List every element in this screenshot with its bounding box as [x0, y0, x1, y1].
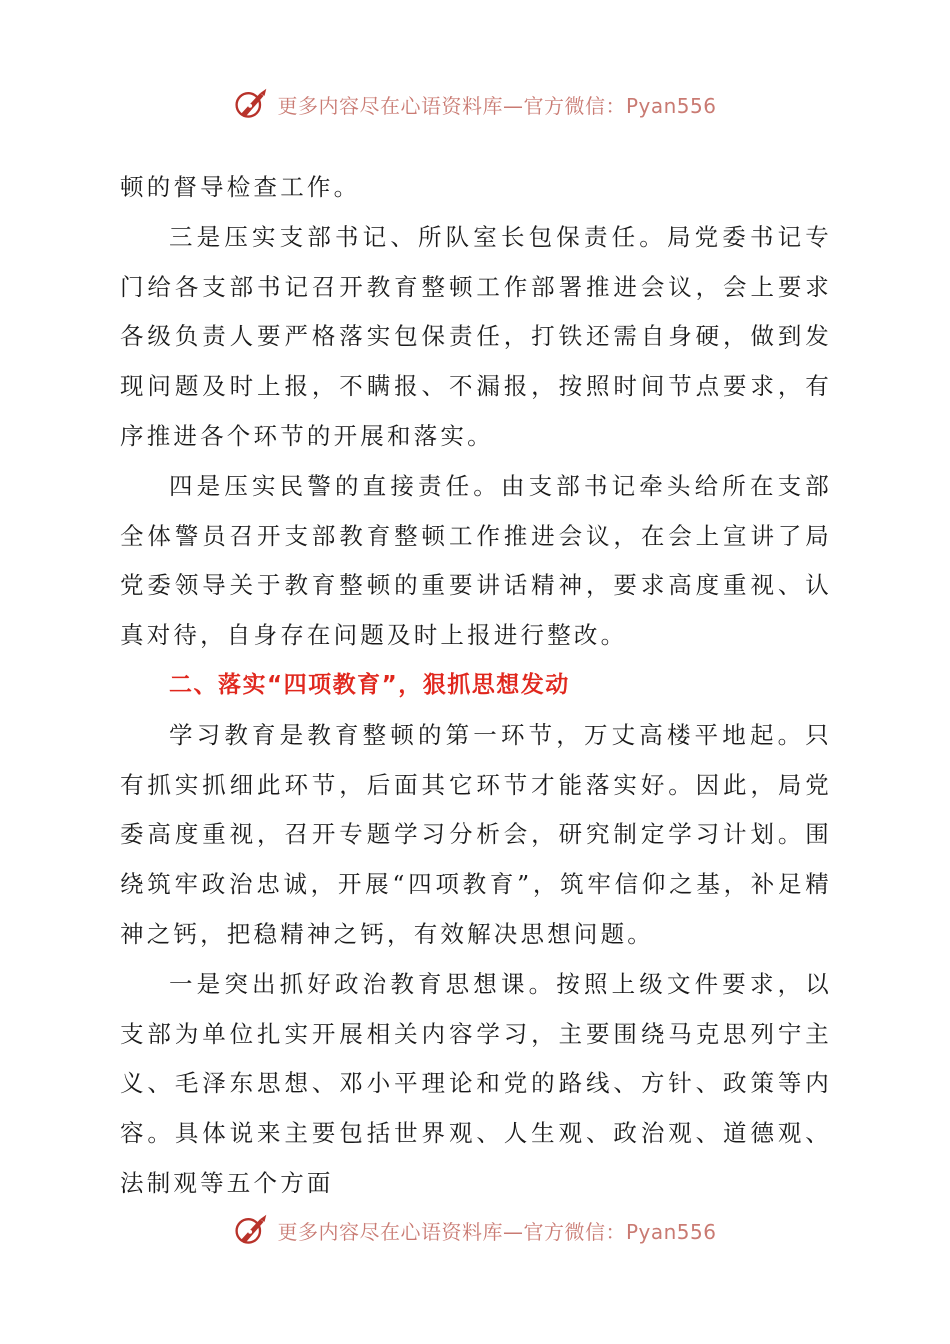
paragraph-political-education: 一是突出抓好政治教育思想课。按照上级文件要求，以支部为单位扎实开展相关内容学习，主要围绕马克思列宁主义、毛泽东思想、邓小平理论和党的路线、方针、政策等内容。具体说来主要包括世界观、人生观、政治观、道德观、法制观等五个方面 [120, 969, 832, 1197]
document-body [120, 163, 832, 1209]
footer-banner-text: 更多内容尽在心语资料库—官方微信：Pyan556 [277, 1219, 717, 1244]
paragraph-study-education: 学习教育是教育整顿的第一环节，万丈高楼平地起。只有抓实抓细此环节，后面其它环节才能落实好。因此，局党委高度重视，召开专题学习分析会，研究制定学习计划。围绕筑牢政治忠诚，开展“四项教育”，筑牢信仰之基，补足精神之钙，把稳精神之钙，有效解决思想问题。 [120, 720, 832, 948]
pen-nib-circle-icon [233, 1212, 269, 1248]
paragraph-branch-secretary-responsibility: 三是压实支部书记、所队室长包保责任。局党委书记专门给各支部书记召开教育整顿工作部署推进会议，会上要求各级负责人要严格落实包保责任，打铁还需自身硬，做到发现问题及时上报，不瞒报、不漏报，按照时间节点要求，有序推进各个环节的开展和落实。 [120, 222, 832, 450]
header-banner-text: 更多内容尽在心语资料库—官方微信：Pyan556 [277, 93, 717, 118]
section-heading: 二、落实“四项教育”，狠抓思想发动 [169, 671, 570, 698]
paragraph-continuation: 顿的督导检查工作。 [120, 173, 361, 201]
footer-watermark-banner [0, 1210, 950, 1250]
paragraph-police-responsibility: 四是压实民警的直接责任。由支部书记牵头给所在支部全体警员召开支部教育整顿工作推进会议，在会上宣讲了局党委领导关于教育整顿的重要讲话精神，要求高度重视、认真对待，自身存在问题及时上报进行整改。 [120, 471, 832, 650]
header-watermark-banner [0, 84, 950, 124]
pen-nib-circle-icon [233, 86, 269, 122]
